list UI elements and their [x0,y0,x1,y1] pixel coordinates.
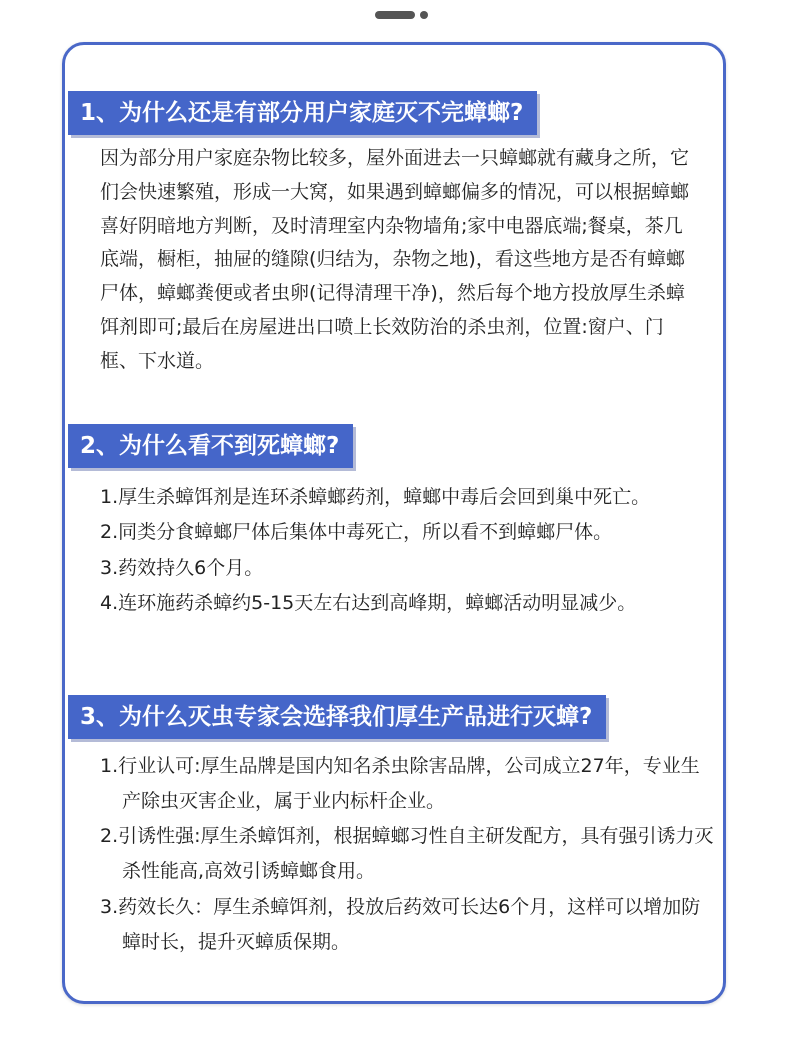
list-item: 3.药效长久：厚生杀蟑饵剂，投放后药效可长达6个月，这样可以增加防蟑时长，提升灭蟑质保期。 [100,895,701,953]
list-item: 2.引诱性强:厚生杀蟑饵剂，根据蟑螂习性自主研发配方，具有强引诱力灭杀性能高,高效引诱蟑螂食用。 [100,825,714,883]
list-item: 1.行业认可:厚生品牌是国内知名杀虫除害品牌，公司成立27年，专业生产除虫灭害企业，属于业内标杆企业。 [100,755,700,812]
list-item: 4.连环施药杀蟑约5-15天左右达到高峰期，蟑螂活动明显减少。 [100,592,637,615]
page-indicator-dot [420,11,428,19]
section-1-heading: 1、为什么还是有部分用户家庭灭不完蟑螂? [68,91,537,135]
section-2-heading: 2、为什么看不到死蟑螂? [68,424,353,468]
section-3-list [100,749,718,960]
list-item: 3.药效持久6个月。 [100,556,264,579]
page-indicator-bar [375,11,415,19]
section-3-heading: 3、为什么灭虫专家会选择我们厚生产品进行灭蟑? [68,695,606,739]
list-item: 1.厚生杀蟑饵剂是连环杀蟑螂药剂，蟑螂中毒后会回到巢中死亡。 [100,486,651,508]
list-item: 2.同类分食蟑螂尸体后集体中毒死亡，所以看不到蟑螂尸体。 [100,521,613,544]
section-1-body: 因为部分用户家庭杂物比较多，屋外面进去一只蟑螂就有藏身之所，它们会快速繁殖，形成一大窝，如果遇到蟑螂偏多的情况，可以根据蟑螂喜好阴暗地方判断，及时清理室内杂物墙角;家中电器底端;餐桌，茶几底端，橱柜，抽屉的缝隙(归结为，杂物之地)，看这些地方是否有蟑螂尸体，蟑螂粪便或者虫卵(记得清理干净)，然后每个地方投放厚生杀蟑饵剂即可;最后在房屋进出口喷上长效防治的杀虫剂，位置:窗户、门框、下水道。 [100,147,690,372]
section-2-list [100,480,718,622]
